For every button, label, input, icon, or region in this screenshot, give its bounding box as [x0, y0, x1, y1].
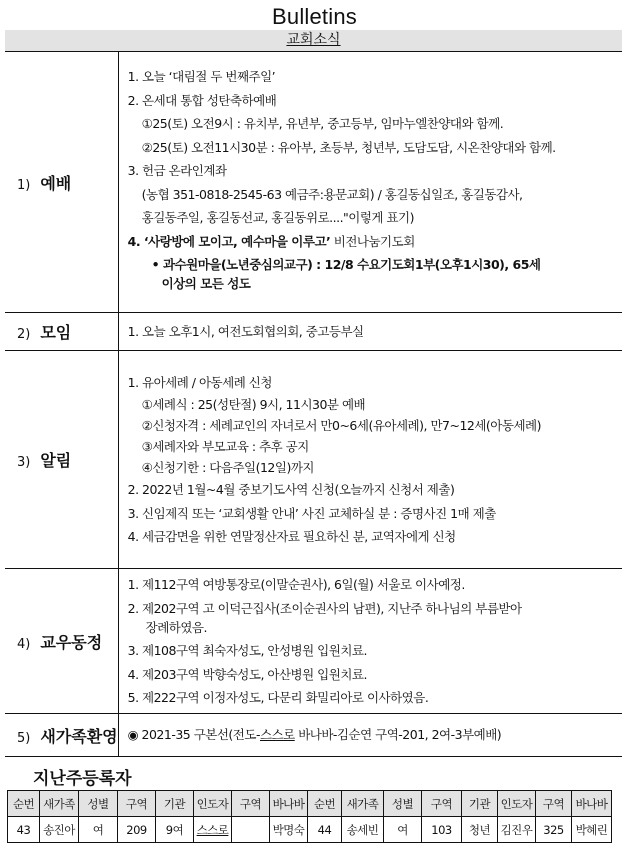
table-cell: 44	[308, 817, 342, 843]
list-item-text: 비전나눔기도회	[330, 233, 415, 249]
section-content	[118, 313, 622, 351]
column-header: 바나바	[270, 791, 308, 817]
list-item: ②신청자격 : 세례교인의 자녀로서 만0~6세(유아세례), 만7~12세(아동세례)	[141, 418, 541, 433]
section-number: 4)	[17, 636, 31, 652]
list-item: 4. 제203구역 박향숙성도, 아산병원 입원치료.	[127, 666, 367, 682]
bullet-text-continued: 이상의 모든 성도	[161, 276, 251, 291]
section-number: 3)	[17, 455, 31, 470]
table-cell: 박혜린	[572, 817, 612, 843]
list-item: 3. 헌금 온라인계좌	[127, 163, 227, 178]
list-item-text-continued: 장례하였음.	[145, 620, 207, 635]
list-item: 3. 제108구역 최숙자성도, 안성병원 입원치료.	[127, 643, 367, 658]
section-name: 알림	[40, 451, 72, 470]
column-header: 구역	[232, 791, 270, 817]
registrants-title: 지난주등록자	[33, 769, 132, 789]
section-name: 모임	[40, 323, 72, 342]
list-item	[128, 596, 622, 639]
list-item: 홍길동주일, 홍길동선교, 홍길동위로...."이렇게 표기)	[141, 210, 415, 225]
table-cell: 여	[384, 817, 422, 843]
column-header: 구역	[118, 791, 156, 817]
list-item: 5. 제222구역 이정자성도, 다문리 화밀리아로 이사하였음.	[127, 690, 429, 705]
bullet-item	[128, 253, 622, 299]
list-item: ①25(토) 오전9시 : 유치부, 유년부, 중고등부, 임마누엘찬양대와 함께.	[141, 116, 504, 131]
table-cell: 325	[536, 817, 572, 843]
list-item: ②25(토) 오전11시30분 : 유아부, 초등부, 청년부, 도담도담, 시온찬양대와 함께.	[141, 139, 556, 155]
column-header: 순번	[8, 791, 40, 817]
table-header-row	[8, 791, 612, 817]
column-header: 성별	[384, 791, 422, 817]
column-header: 인도자	[498, 791, 536, 817]
section-worship	[5, 52, 622, 313]
table-cell: 김진우	[498, 817, 536, 843]
table-cell: 209	[118, 817, 156, 843]
section-header	[5, 30, 622, 51]
list-item: 1. 오늘 ‘대림절 두 번째주일’	[127, 69, 276, 84]
table-cell: 박명숙	[270, 817, 308, 843]
list-item: ①세례식 : 25(성탄절) 9시, 11시30분 예배	[141, 397, 366, 412]
table-cell: 여	[79, 817, 118, 843]
table-cell: 43	[8, 817, 40, 843]
list-item-underlined: 스스로	[259, 727, 295, 743]
list-item: ③세례자와 부모교육 : 추후 공지	[141, 439, 309, 454]
section-content	[118, 52, 622, 313]
section-new-family	[5, 714, 622, 757]
section-name: 교우동정	[40, 632, 103, 652]
column-header: 인도자	[194, 791, 232, 817]
list-item-text: ◉ 2021-35 구본선(전도-	[127, 727, 260, 743]
section-label	[5, 351, 118, 569]
section-label	[5, 569, 118, 714]
section-label	[5, 313, 118, 351]
section-content	[118, 714, 622, 757]
list-item: 3. 신임제직 또는 ‘교회생활 안내’ 사진 교체하실 분 : 증명사진 1매 제출	[127, 505, 496, 521]
list-item-text: 2. 제202구역 고 이덕근집사(조이순권사의 남편), 지난주 하나님의 부름받아	[127, 601, 522, 616]
section-name: 새가족환영	[40, 726, 118, 746]
table-cell: 송진아	[40, 817, 79, 843]
registrants-table	[7, 790, 612, 843]
column-header: 기관	[462, 791, 498, 817]
section-number: 5)	[17, 730, 31, 746]
section-name: 예배	[40, 173, 72, 193]
list-item: 1. 오늘 오후1시, 여전도회협의회, 중고등부실	[127, 323, 364, 339]
table-cell: 청년	[462, 817, 498, 843]
bulletin-table	[5, 51, 622, 757]
section-label	[5, 52, 118, 313]
section-label	[5, 714, 118, 757]
page-title: Bulletins	[272, 4, 357, 29]
list-item	[128, 230, 622, 254]
column-header: 기관	[156, 791, 194, 817]
section-notices	[5, 351, 622, 569]
bullet-text: • 과수원마을(노년중심의교구) : 12/8 수요기도회1부(오후1시30), 65세	[151, 257, 541, 272]
list-item	[128, 723, 622, 747]
table-cell	[232, 817, 270, 843]
section-header-label: 교회소식	[286, 32, 341, 48]
section-number: 2)	[17, 327, 31, 342]
table-cell: 스스로	[194, 817, 232, 843]
section-meeting	[5, 313, 622, 351]
section-member-news	[5, 569, 622, 714]
section-content	[118, 569, 622, 714]
column-header: 새가족	[342, 791, 384, 817]
list-item: 2. 2022년 1월~4월 중보기도사역 신청(오늘까지 신청서 제출)	[127, 482, 455, 497]
list-item: 2. 온세대 통합 성탄축하예배	[127, 92, 277, 108]
column-header: 새가족	[40, 791, 79, 817]
list-item-emphasis: 4. ‘사랑방에 모이고, 예수마을 이루고’	[127, 233, 331, 249]
list-item-text: 바나바-김순연 구역-201, 2여-3부예배)	[294, 727, 502, 743]
list-item: 1. 유아세례 / 아동세례 신청	[127, 374, 272, 390]
list-item: 1. 제112구역 여방통장로(이말순권사), 6일(월) 서울로 이사예정.	[127, 576, 465, 592]
table-row	[8, 817, 612, 843]
table-cell: 103	[422, 817, 462, 843]
list-item: (농협 351-0818-2545-63 예금주:용문교회) / 홍길동십일조, 홍길동감사,	[141, 186, 523, 202]
section-content	[118, 351, 622, 569]
list-item: 4. 세금감면을 위한 연말정산자료 필요하신 분, 교역자에게 신청	[127, 529, 456, 544]
column-header: 구역	[536, 791, 572, 817]
column-header: 구역	[422, 791, 462, 817]
table-cell: 송세빈	[342, 817, 384, 843]
section-number: 1)	[17, 177, 31, 193]
column-header: 성별	[79, 791, 118, 817]
list-item: ④신청기한 : 다음주일(12일)까지	[141, 460, 314, 475]
column-header: 바나바	[572, 791, 612, 817]
table-cell: 9여	[156, 817, 194, 843]
column-header: 순번	[308, 791, 342, 817]
